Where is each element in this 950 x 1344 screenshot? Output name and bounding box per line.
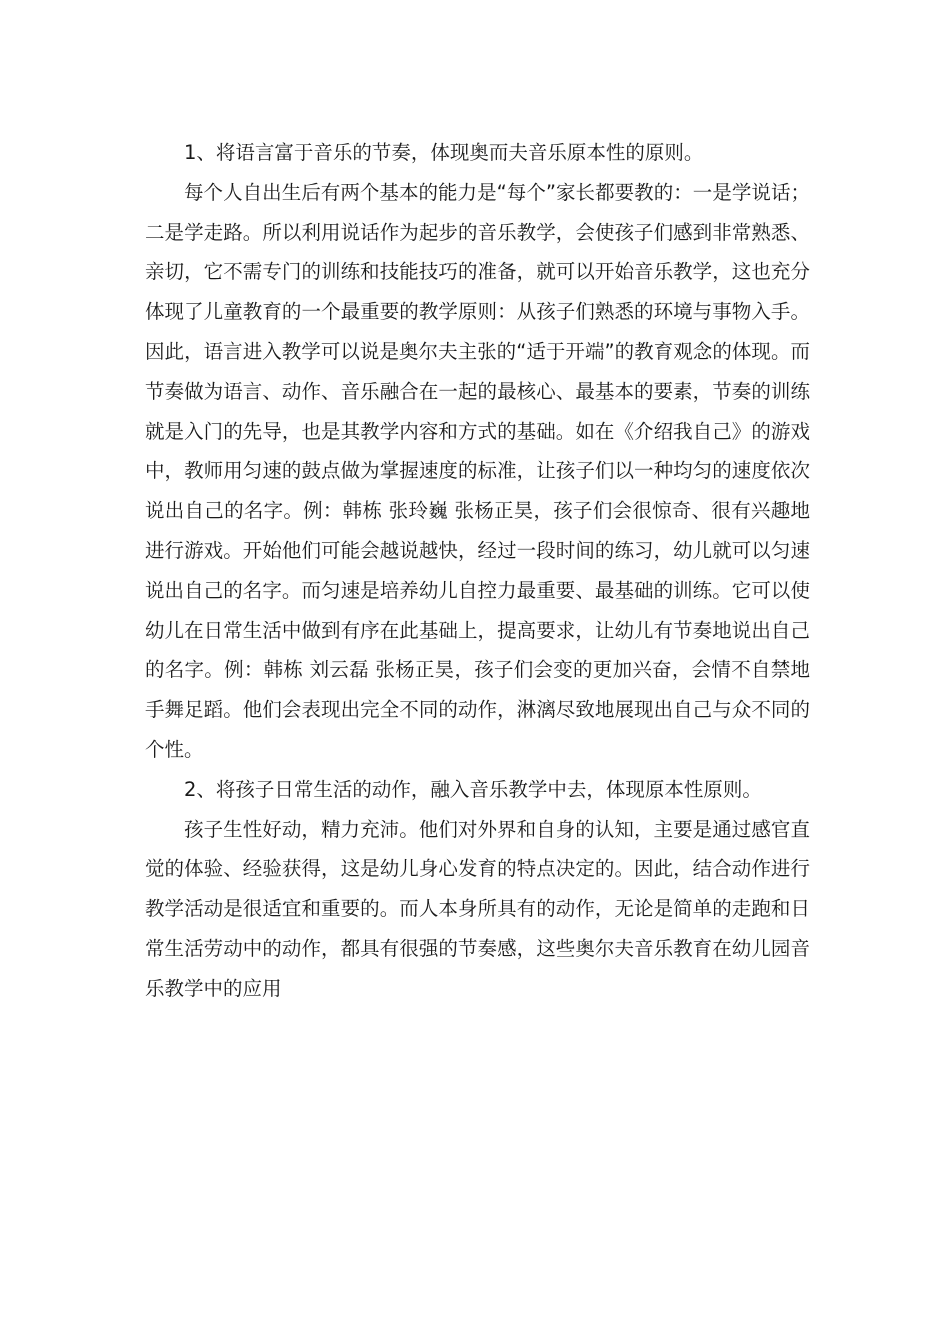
paragraph-language-rhythm: 每个人自出生后有两个基本的能力是“每个”家长都要教的：一是学说话；二是学走路。所以利用说话作为起步的音乐教学，会使孩子们感到非常熟悉、亲切，它不需专门的训练和技能技巧的准备，就可以开始音乐教学，这也充分体现了儿童教育的一个最重要的教学原则：从孩子们熟悉的环境与事物入手。因此，语言进入教学可以说是奥尔夫主张的“适于开端”的教育观念的体现。而节奏做为语言、动作、音乐融合在一起的最核心、最基本的要素，节奏的训练就是入门的先导，也是其教学内容和方式的基础。如在《介绍我自己》的游戏中，教师用匀速的鼓点做为掌握速度的标准，让孩子们以一种均匀的速度依次说出自己的名字。例：韩栋 张玲巍 张杨正昊，孩子们会很惊奇、很有兴趣地进行游戏。开始他们可能会越说越快，经过一段时间的练习，幼儿就可以匀速说出自己的名字。而匀速是培养幼儿自控力最重要、最基础的训练。它可以使幼儿在日常生活中做到有序在此基础上，提高要求，让幼儿有节奏地说出自己的名字。例：韩栋 刘云磊 张杨正昊，孩子们会变的更加兴奋，会情不自禁地手舞足蹈。他们会表现出完全不同的动作，淋漓尽致地展现出自己与众不同的个性。 bbox=[145, 180, 810, 761]
paragraph-daily-actions: 孩子生性好动，精力充沛。他们对外界和自身的认知，主要是通过感官直觉的体验、经验获得，这是幼儿身心发育的特点决定的。因此，结合动作进行教学活动是很适宜和重要的。而人本身所具有的动作，无论是简单的走跑和日常生活劳动中的动作，都具有很强的节奏感，这些奥尔夫音乐教育在幼儿园音乐教学中的应用 bbox=[145, 817, 810, 1000]
paragraph-principle-2-heading: 2、将孩子日常生活的动作，融入音乐教学中去，体现原本性原则。 bbox=[184, 777, 762, 801]
document-body bbox=[145, 133, 810, 1009]
paragraph-principle-1-heading: 1、将语言富于音乐的节奏，体现奥而夫音乐原本性的原则。 bbox=[184, 141, 704, 164]
